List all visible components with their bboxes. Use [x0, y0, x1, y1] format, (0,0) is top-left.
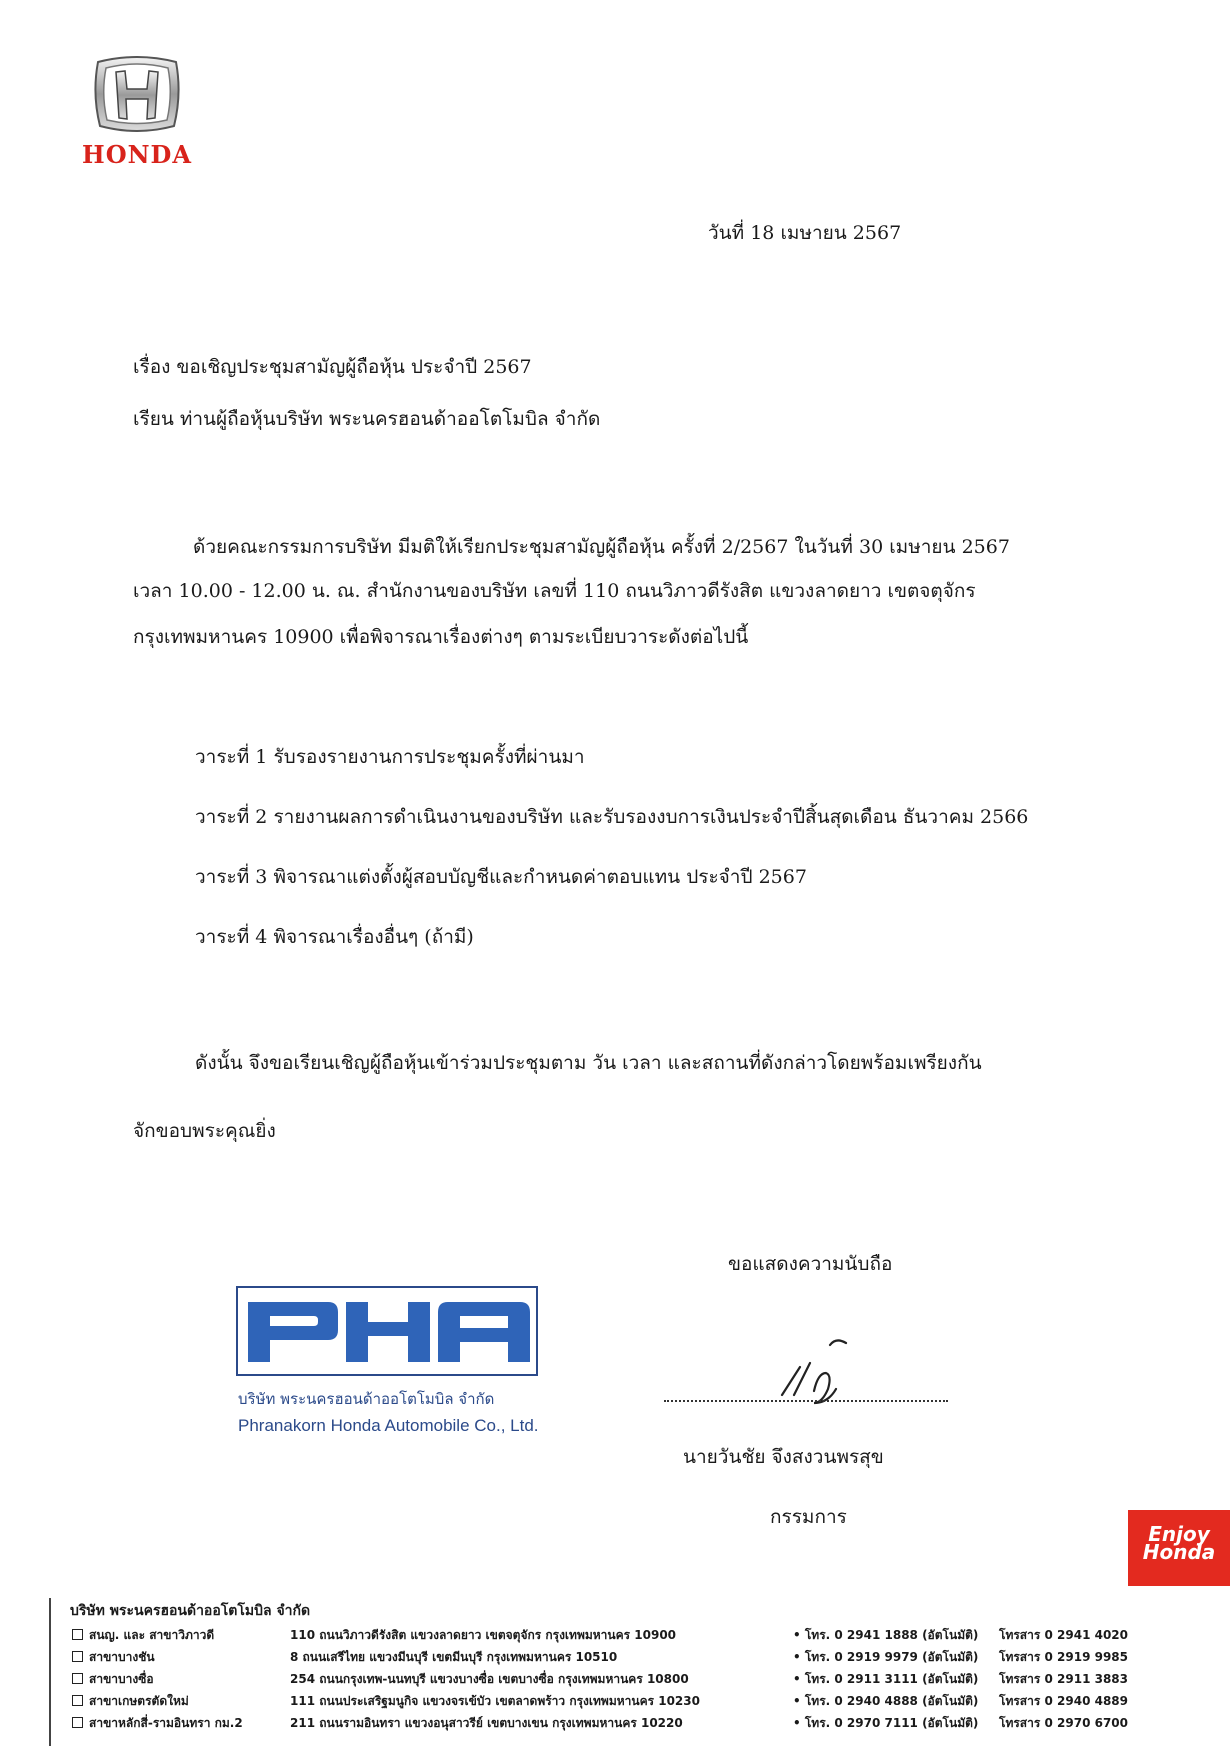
paragraph-line: ด้วยคณะกรรมการบริษัท มีมติให้เรียกประชุมสามัญผู้ถือหุ้น ครั้งที่ 2/2567 ในวันที่ 30 เมษายน 2567 — [193, 536, 1010, 558]
branch-tel: • โทร. 0 2919 9979 (อัตโนมัติ) — [793, 1649, 979, 1664]
branch-name-cell — [72, 1646, 290, 1668]
footer-divider — [49, 1598, 51, 1746]
letter-date: วันที่ 18 เมษายน 2567 — [708, 222, 902, 244]
branch-address: 8 ถนนเสรีไทย แขวงมีนบุรี เขตมีนบุรี กรุงเทพมหานคร 10510 — [290, 1649, 618, 1664]
footer-company-name: บริษัท พระนครฮอนด้าออโตโมบิล จำกัด — [70, 1603, 311, 1619]
checkbox-icon — [72, 1629, 83, 1640]
branch-fax: โทรสาร 0 2911 3883 — [999, 1671, 1128, 1686]
letter-salutation: เรียน ท่านผู้ถือหุ้นบริษัท พระนครฮอนด้าออโตโมบิล จำกัด — [133, 408, 601, 430]
signer-title: กรรมการ — [770, 1506, 847, 1528]
branch-tel: • โทร. 0 2940 4888 (อัตโนมัติ) — [793, 1693, 979, 1708]
branch-tel: • โทร. 0 2941 1888 (อัตโนมัติ) — [793, 1627, 979, 1642]
branch-row — [72, 1690, 1134, 1712]
badge-line-1: Enjoy — [1148, 1522, 1210, 1546]
branch-fax: โทรสาร 0 2941 4020 — [999, 1627, 1128, 1642]
branch-row — [72, 1712, 1134, 1734]
branch-name-cell — [72, 1624, 290, 1646]
branch-name: สาขาบางซื่อ — [89, 1671, 154, 1686]
branch-name-cell — [72, 1668, 290, 1690]
company-seal — [236, 1286, 542, 1446]
paragraph-line: กรุงเทพมหานคร 10900 เพื่อพิจารณาเรื่องต่างๆ ตามระเบียบวาระดังต่อไปนี้ — [133, 626, 749, 648]
enjoy-honda-badge — [1128, 1510, 1230, 1586]
branch-name-cell — [72, 1712, 290, 1734]
seal-company-english: Phranakorn Honda Automobile Co., Ltd. — [238, 1416, 539, 1435]
branch-address: 111 ถนนประเสริฐมนูกิจ แขวงจรเข้บัว เขตลาดพร้าว กรุงเทพมหานคร 10230 — [290, 1693, 700, 1708]
letter-subject: เรื่อง ขอเชิญประชุมสามัญผู้ถือหุ้น ประจำปี 2567 — [133, 356, 532, 378]
signature — [664, 1333, 948, 1413]
honda-wordmark: HONDA — [82, 140, 192, 169]
honda-logo — [62, 56, 212, 169]
branch-fax: โทรสาร 0 2940 4889 — [999, 1693, 1128, 1708]
branch-row — [72, 1668, 1134, 1690]
checkbox-icon — [72, 1651, 83, 1662]
signature-line — [664, 1400, 948, 1402]
closing-thanks: จักขอบพระคุณยิ่ง — [133, 1120, 276, 1142]
branch-address: 110 ถนนวิภาวดีรังสิต แขวงลาดยาว เขตจตุจักร กรุงเทพมหานคร 10900 — [290, 1627, 677, 1642]
pha-logo-icon — [248, 1296, 530, 1368]
branch-fax: โทรสาร 0 2970 6700 — [999, 1715, 1128, 1730]
closing-paragraph: ดังนั้น จึงขอเรียนเชิญผู้ถือหุ้นเข้าร่วมประชุมตาม วัน เวลา และสถานที่ดังกล่าวโดยพร้อมเพรียงกัน — [195, 1052, 982, 1074]
checkbox-icon — [72, 1673, 83, 1684]
branch-table — [72, 1624, 1134, 1734]
branch-address: 254 ถนนกรุงเทพ-นนทบุรี แขวงบางซื่อ เขตบางซื่อ กรุงเทพมหานคร 10800 — [290, 1671, 689, 1686]
agenda-item: วาระที่ 2 รายงานผลการดำเนินงานของบริษัท และรับรองงบการเงินประจำปีสิ้นสุดเดือน ธันวาคม 2566 — [195, 806, 1029, 828]
branch-name: สาขาหลักสี่-รามอินทรา กม.2 — [89, 1715, 243, 1730]
branch-tel: • โทร. 0 2911 3111 (อัตโนมัติ) — [793, 1671, 979, 1686]
branch-row — [72, 1646, 1134, 1668]
branch-tel: • โทร. 0 2970 7111 (อัตโนมัติ) — [793, 1715, 979, 1730]
branch-name: สาขาเกษตรตัดใหม่ — [89, 1693, 189, 1708]
agenda-item: วาระที่ 3 พิจารณาแต่งตั้งผู้สอบบัญชีและกำหนดค่าตอบแทน ประจำปี 2567 — [195, 866, 807, 888]
agenda-item: วาระที่ 1 รับรองรายงานการประชุมครั้งที่ผ่านมา — [195, 746, 585, 768]
checkbox-icon — [72, 1695, 83, 1706]
agenda-item: วาระที่ 4 พิจารณาเรื่องอื่นๆ (ถ้ามี) — [195, 926, 474, 948]
badge-line-2: Honda — [1142, 1540, 1216, 1564]
branch-row — [72, 1624, 1134, 1646]
branch-name: สนญ. และ สาขาวิภาวดี — [89, 1627, 215, 1642]
checkbox-icon — [72, 1717, 83, 1728]
branch-address: 211 ถนนรามอินทรา แขวงอนุสาวรีย์ เขตบางเขน กรุงเทพมหานคร 10220 — [290, 1715, 683, 1730]
closing-respect: ขอแสดงความนับถือ — [728, 1253, 893, 1275]
signer-name: นายวันชัย จึงสงวนพรสุข — [683, 1446, 884, 1468]
honda-h-emblem-icon — [92, 56, 182, 132]
branch-fax: โทรสาร 0 2919 9985 — [999, 1649, 1128, 1664]
paragraph-line: เวลา 10.00 - 12.00 น. ณ. สำนักงานของบริษัท เลขที่ 110 ถนนวิภาวดีรังสิต แขวงลาดยาว เขตจตุจักร — [133, 580, 976, 602]
seal-company-thai: บริษัท พระนครฮอนด้าออโตโมบิล จำกัด — [238, 1390, 495, 1408]
branch-name-cell — [72, 1690, 290, 1712]
pha-logo-box — [236, 1286, 538, 1376]
branch-name: สาขาบางชัน — [89, 1649, 155, 1664]
